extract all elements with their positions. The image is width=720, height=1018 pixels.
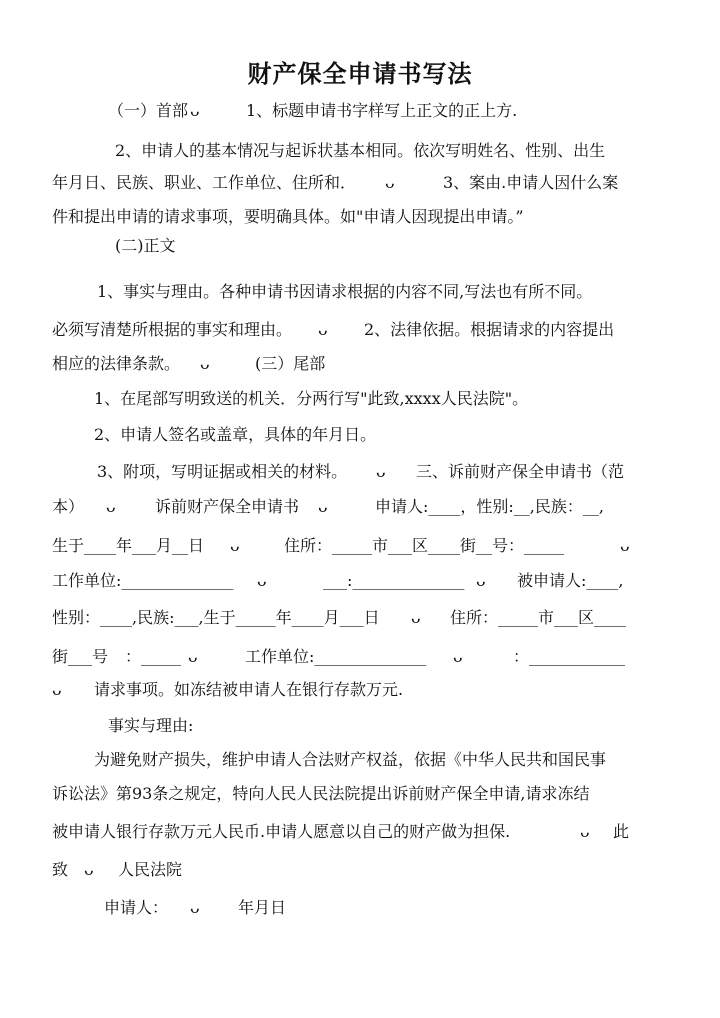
text-segment: (二)正文 bbox=[115, 236, 176, 255]
paragraph-mark: ᴗ bbox=[188, 647, 198, 666]
text-segment: 生于____年___月__日 bbox=[52, 536, 205, 555]
text-line bbox=[0, 385, 720, 413]
paragraph-mark: ᴗ bbox=[476, 571, 486, 590]
paragraph-mark: ᴗ bbox=[411, 608, 421, 627]
text-line bbox=[0, 137, 720, 165]
text-line bbox=[0, 780, 720, 808]
text-segment: ：_____ bbox=[125, 647, 182, 666]
text-segment: 申请人:____，性别:__,民族：__, bbox=[375, 497, 604, 516]
text-line bbox=[0, 493, 720, 521]
text-segment: 为避免财产损失，维护申请人合法财产权益，依据《中华人民共和国民事 bbox=[94, 750, 607, 769]
text-segment: 必须写清楚所根据的事实和理由。 bbox=[52, 320, 293, 339]
text-segment: 性别：____,民族:___,生于_____年____月___日 bbox=[52, 608, 380, 627]
paragraph-mark: ᴗ bbox=[620, 536, 630, 555]
text-segment: 致 bbox=[52, 860, 69, 879]
text-line bbox=[0, 316, 720, 344]
text-segment: 1、标题申请书字样写上正文的正上方. bbox=[246, 101, 518, 120]
text-line bbox=[0, 818, 720, 846]
paragraph-mark: ᴗ bbox=[376, 462, 386, 481]
text-segment: 1、事实与理由。各种申请书因请求根据的内容不同,写法也有所不同。 bbox=[97, 282, 593, 301]
text-segment: 申请人： bbox=[104, 898, 169, 917]
text-segment: 此 bbox=[613, 822, 630, 841]
text-line bbox=[0, 458, 720, 486]
text-segment: 请求事项。如冻结被申请人在银行存款万元. bbox=[94, 680, 404, 699]
text-line bbox=[0, 532, 720, 560]
text-segment: 3、案由.申请人因什么案 bbox=[443, 173, 619, 192]
text-segment: 人民法院 bbox=[118, 860, 183, 879]
page-title: 财产保全申请书写法 bbox=[247, 60, 473, 88]
text-segment: （一）首部 bbox=[108, 101, 189, 120]
text-segment: 2、申请人签名或盖章，具体的年月日。 bbox=[94, 425, 377, 444]
text-segment: 年月日、民族、职业、工作单位、住所和． bbox=[52, 173, 357, 192]
text-line bbox=[0, 856, 720, 884]
paragraph-mark: ᴗ bbox=[84, 860, 94, 879]
paragraph-mark: ᴗ bbox=[318, 497, 328, 516]
text-segment: 件和提出申请的请求事项，要明确具体。如"申请人因现提出申请。” bbox=[52, 207, 524, 226]
text-line bbox=[0, 676, 720, 704]
text-segment: (三）尾部 bbox=[255, 354, 326, 373]
text-line bbox=[0, 169, 720, 197]
text-segment: 街___号 bbox=[52, 647, 109, 666]
text-segment: 工作单位:______________ bbox=[245, 647, 427, 666]
text-segment: 住所：_____市___区____ bbox=[450, 608, 627, 627]
text-segment: 2、法律依据。根据请求的内容提出 bbox=[364, 320, 615, 339]
text-segment: 事实与理由: bbox=[108, 716, 194, 735]
text-segment: 被申请人:____, bbox=[517, 571, 624, 590]
text-segment: 诉前财产保全申请书 bbox=[155, 497, 300, 516]
text-line bbox=[0, 712, 720, 740]
paragraph-mark: ᴗ bbox=[230, 536, 240, 555]
text-segment: ：____________ bbox=[513, 647, 626, 666]
paragraph-mark: ᴗ bbox=[52, 680, 62, 699]
text-segment: 住所：_____市___区____街__号：_____ bbox=[284, 536, 565, 555]
paragraph-mark: ᴗ bbox=[318, 320, 328, 339]
text-line bbox=[0, 643, 720, 671]
text-segment: 相应的法律条款。 bbox=[52, 354, 181, 373]
paragraph-mark: ᴗ bbox=[190, 101, 200, 120]
text-segment: 诉讼法》第93条之规定，特向人民人民法院提出诉前财产保全申请,请求冻结 bbox=[52, 784, 590, 803]
text-segment: ___:______________ bbox=[323, 571, 465, 590]
text-line bbox=[0, 567, 720, 595]
text-line bbox=[0, 232, 720, 260]
paragraph-mark: ᴗ bbox=[453, 647, 463, 666]
text-line bbox=[0, 604, 720, 632]
text-segment: 工作单位:______________ bbox=[52, 571, 234, 590]
text-segment: 2、申请人的基本情况与起诉状基本相同。依次写明姓名、性别、出生 bbox=[115, 141, 606, 160]
text-segment: 被申请人银行存款万元人民币.申请人愿意以自己的财产做为担保. bbox=[52, 822, 511, 841]
text-line bbox=[0, 278, 720, 306]
paragraph-mark: ᴗ bbox=[580, 822, 590, 841]
paragraph-mark: ᴗ bbox=[106, 497, 116, 516]
text-segment: 3、附项，写明证据或相关的材料。 bbox=[97, 462, 348, 481]
paragraph-mark: ᴗ bbox=[257, 571, 267, 590]
text-segment: 年月日 bbox=[238, 898, 287, 917]
paragraph-mark: ᴗ bbox=[190, 898, 200, 917]
text-segment: 1、在尾部写明致送的机关．分两行写"此致,xxxx人民法院"。 bbox=[94, 389, 529, 408]
text-line bbox=[0, 746, 720, 774]
text-line bbox=[0, 350, 720, 378]
text-line bbox=[0, 203, 720, 231]
text-line bbox=[0, 894, 720, 922]
text-segment: 三、诉前财产保全申请书（范 bbox=[416, 462, 625, 481]
paragraph-mark: ᴗ bbox=[385, 173, 395, 192]
text-line bbox=[0, 97, 720, 125]
text-segment: 本） bbox=[52, 497, 85, 516]
paragraph-mark: ᴗ bbox=[200, 354, 210, 373]
text-line bbox=[0, 421, 720, 449]
